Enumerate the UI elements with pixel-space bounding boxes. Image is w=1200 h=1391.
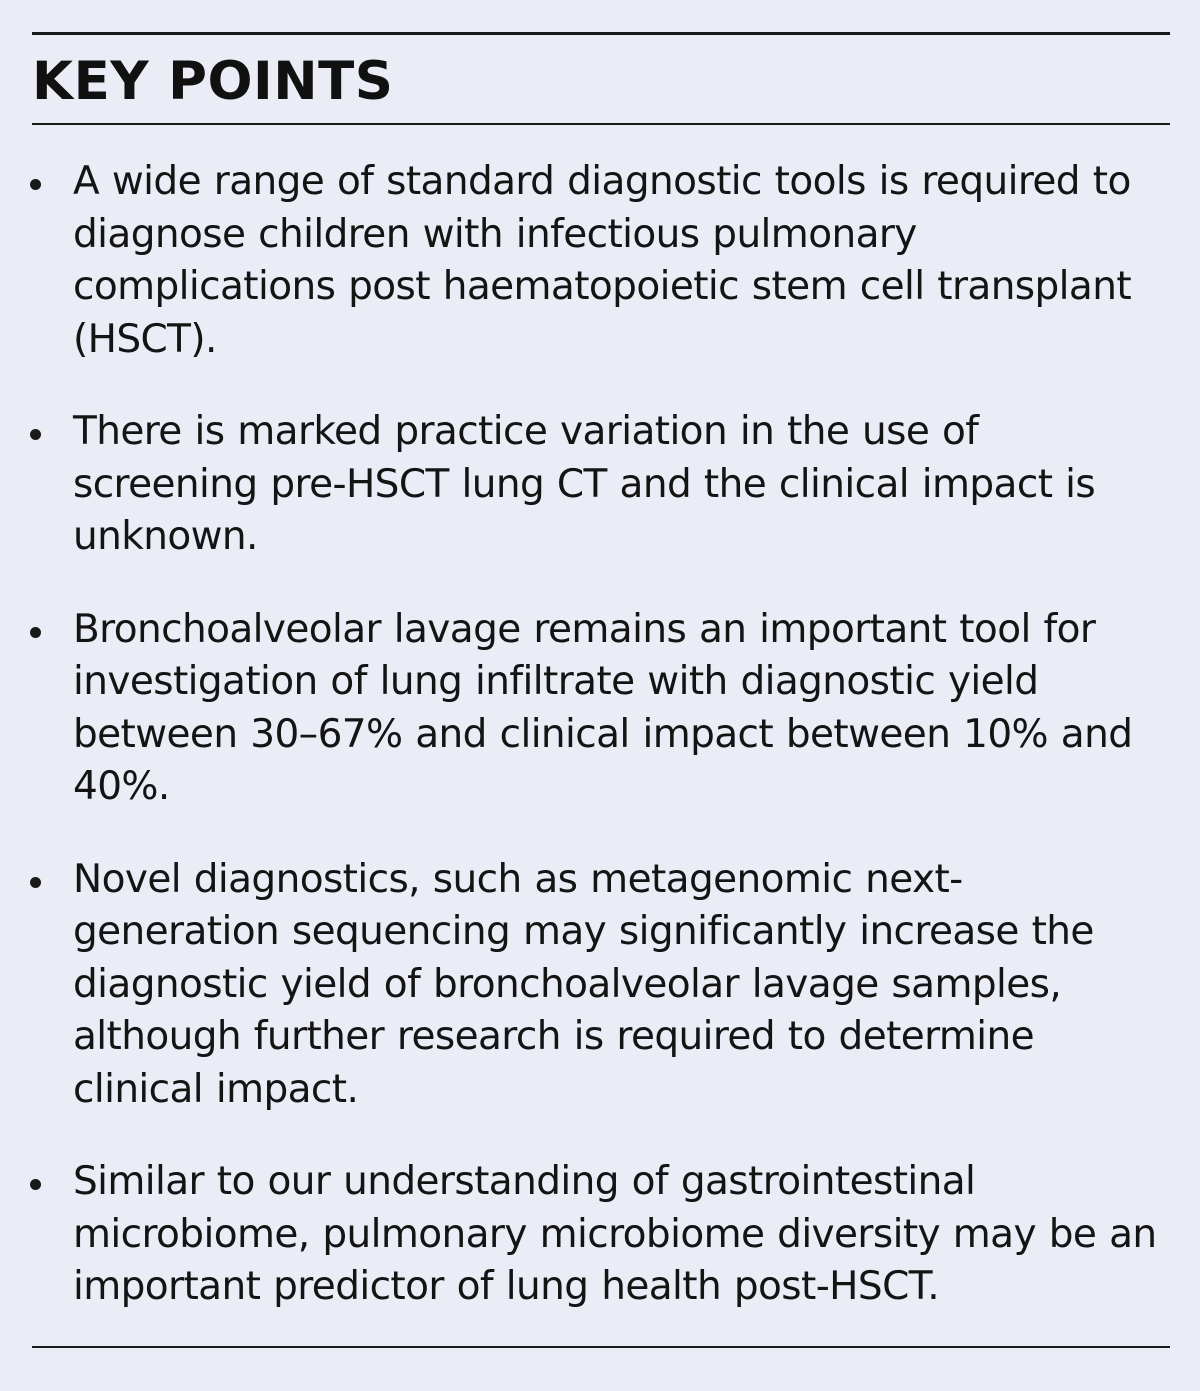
bullet-icon xyxy=(30,1179,41,1190)
key-point-text: Novel diagnostics, such as metagenomic next-generation sequencing may significantly increase the diagnostic yield of bronchoalveolar lavage samples, although further research is required to determine clinical impact. xyxy=(73,856,1094,1112)
bottom-rule xyxy=(32,1346,1170,1348)
key-point-item xyxy=(28,1156,1158,1314)
key-points-list xyxy=(28,156,1158,1314)
key-point-text: Bronchoalveolar lavage remains an important tool for investigation of lung infiltrate with diagnostic yield between 30–67% and clinical impact between 10% and 40%. xyxy=(73,606,1133,809)
bullet-icon xyxy=(30,179,41,190)
bullet-icon xyxy=(30,429,41,440)
key-point-item xyxy=(28,156,1158,366)
key-point-item xyxy=(28,854,1158,1117)
key-point-item xyxy=(28,406,1158,564)
key-point-item xyxy=(28,604,1158,814)
heading-rule xyxy=(32,123,1170,125)
key-point-text: Similar to our understanding of gastrointestinal microbiome, pulmonary microbiome diversity may be an important predictor of lung health post-HSCT. xyxy=(73,1159,1157,1309)
bullet-icon xyxy=(30,627,41,638)
key-point-text: A wide range of standard diagnostic tools is required to diagnose children with infectious pulmonary complications post haematopoietic stem cell transplant (HSCT). xyxy=(73,159,1132,362)
key-points-heading: KEY POINTS xyxy=(32,51,394,112)
bullet-icon xyxy=(30,877,41,888)
top-rule xyxy=(32,32,1170,35)
key-point-text: There is marked practice variation in the use of screening pre-HSCT lung CT and the clinical impact is unknown. xyxy=(73,409,1096,559)
